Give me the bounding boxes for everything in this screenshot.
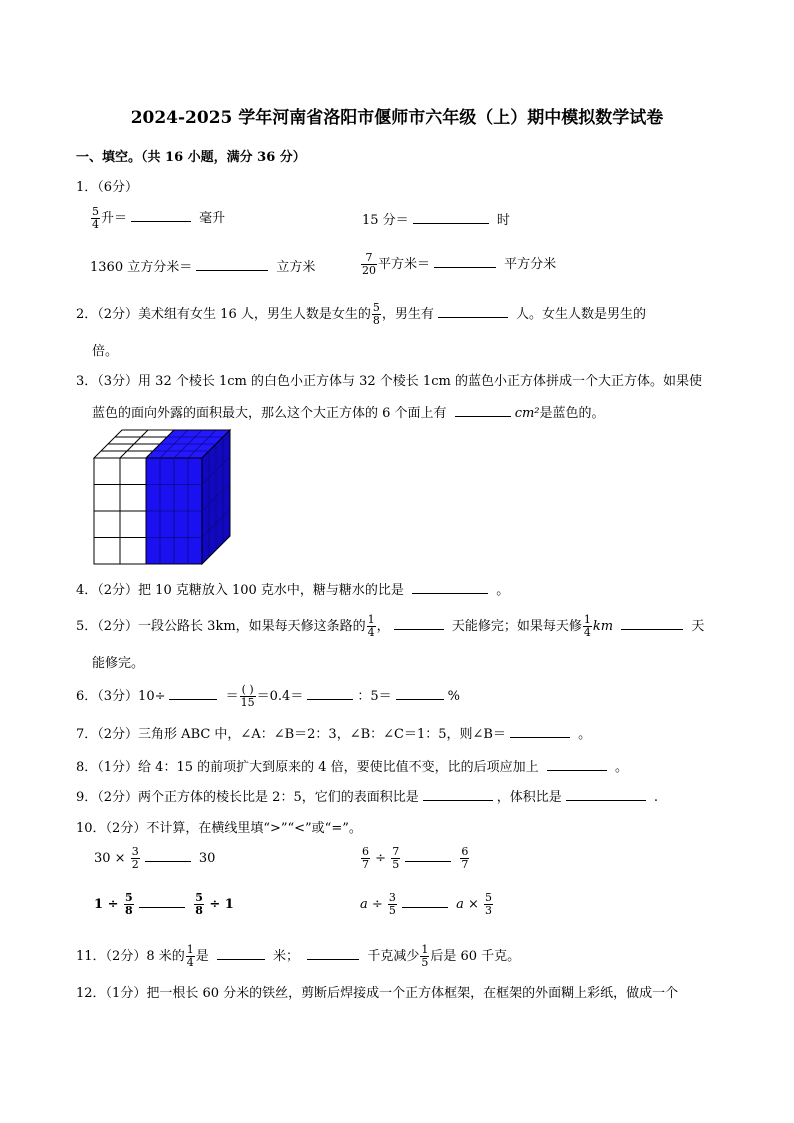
answer-blank[interactable] bbox=[131, 208, 191, 222]
answer-blank[interactable] bbox=[307, 946, 359, 960]
fraction: $\frac{6}{7}$ bbox=[362, 845, 369, 871]
answer-blank[interactable] bbox=[423, 787, 493, 801]
page-title: 2024-2025 学年河南省洛阳市偃师市六年级（上）期中模拟数学试卷 bbox=[130, 108, 664, 128]
fraction: $\frac{5}{8}$ bbox=[372, 301, 380, 327]
question-11: 11．（2分）8 米的 $\frac{1}{4}$ 是 米； 千克减少 $\frac{1}{5}$ 后是 60 千克。 bbox=[76, 943, 521, 969]
answer-blank[interactable] bbox=[139, 894, 185, 908]
fraction: $\frac{6}{7}$ bbox=[461, 845, 469, 871]
fraction: $\frac{5}{3}$ bbox=[484, 891, 492, 917]
answer-blank[interactable] bbox=[196, 257, 268, 271]
fraction: $\frac{5}{8}$ bbox=[195, 891, 203, 917]
question-7: 7．（2分）三角形 ABC 中，∠A：∠B＝2：3，∠B：∠C＝1：5，则∠B＝ 。 bbox=[76, 723, 591, 742]
answer-blank[interactable] bbox=[307, 686, 353, 700]
question-5-line-1: 5．（2分）一段公路长 3km，如果每天修这条路的 $\frac{1}{4}$ ， 天能修完；如果每天修 $\frac{1}{4}$ km 天 bbox=[76, 613, 705, 639]
answer-blank[interactable] bbox=[413, 210, 489, 224]
fraction: $\frac{7}{5}$ bbox=[392, 845, 400, 871]
question-10-item-3: 1 ÷ $\frac{5}{8}$ $\frac{5}{8}$ ÷ 1 bbox=[94, 891, 234, 917]
question-10-item-2: $\frac{6}{7}$ ÷ $\frac{7}{5}$ $\frac{6}{7}$ bbox=[362, 845, 469, 871]
answer-blank[interactable] bbox=[394, 616, 444, 630]
answer-blank[interactable] bbox=[547, 757, 607, 771]
answer-blank[interactable] bbox=[621, 616, 683, 630]
question-2-line-1: 2．（2分）美术组有女生 16 人，男生人数是女生的 $\frac{5}{8}$ ，男生有 人。女生人数是男生的 bbox=[76, 301, 647, 327]
question-1-b: 15 分＝ 时 bbox=[362, 209, 510, 228]
answer-blank[interactable] bbox=[455, 403, 511, 417]
fraction: $\frac{1}{4}$ bbox=[186, 943, 194, 969]
fraction: $\frac{5}{4}$ bbox=[92, 205, 99, 231]
question-10-head: 10．（2分）不计算，在横线里填“>”“<”或“=”。 bbox=[76, 821, 362, 836]
answer-blank[interactable] bbox=[169, 686, 217, 700]
fraction: $\frac{3}{2}$ bbox=[131, 845, 139, 871]
fraction: $\frac{3}{5}$ bbox=[388, 891, 396, 917]
question-3-line-1: 3．（3分）用 32 个棱长 1cm 的白色小正方体与 32 个棱长 1cm 的蓝色小正方体拼成一个大正方体。如果使 bbox=[76, 374, 702, 389]
question-12: 12．（1分）把一根长 60 分米的铁丝，剪断后焊接成一个正方体框架，在框架的外面糊上彩纸，做成一个 bbox=[76, 986, 679, 1001]
section-heading-fill-in: 一、填空。（共 16 小题，满分 36 分） bbox=[76, 150, 306, 165]
fraction: $\frac{1}{5}$ bbox=[421, 943, 429, 969]
answer-blank[interactable] bbox=[412, 580, 488, 594]
question-1-c: 1360 立方分米＝ 立方米 bbox=[90, 256, 315, 275]
question-6: 6．（3分）10÷ ＝ $\frac{( )}{15}$ ＝0.4＝ ：5＝ % bbox=[76, 683, 460, 709]
answer-blank[interactable] bbox=[217, 946, 265, 960]
answer-blank[interactable] bbox=[396, 686, 444, 700]
question-1-head: 1．（6分） bbox=[76, 180, 139, 195]
question-3-line-2: 蓝色的面向外露的面积最大，那么这个大正方体的 6 个面上有 cm²是蓝色的。 bbox=[92, 402, 605, 421]
question-10-item-4: a ÷ $\frac{3}{5}$ a × $\frac{5}{3}$ bbox=[360, 891, 492, 917]
question-2-line-2: 倍。 bbox=[92, 344, 119, 359]
answer-blank[interactable] bbox=[405, 848, 451, 862]
question-10-item-1: 30 × $\frac{3}{2}$ 30 bbox=[94, 845, 216, 871]
question-1-d: $\frac{7}{20}$ 平方米＝ 平方分米 bbox=[362, 251, 557, 277]
question-8: 8．（1分）给 4：15 的前项扩大到原来的 4 倍，要使比值不变，比的后项应加上 。 bbox=[76, 756, 628, 775]
answer-blank[interactable] bbox=[434, 254, 496, 268]
answer-blank[interactable] bbox=[402, 894, 448, 908]
answer-blank[interactable] bbox=[510, 724, 570, 738]
question-4: 4．（2分）把 10 克糖放入 100 克水中，糖与糖水的比是 。 bbox=[76, 579, 509, 598]
answer-blank[interactable] bbox=[438, 304, 508, 318]
fraction: $\frac{5}{8}$ bbox=[125, 891, 133, 917]
question-1-a: $\frac{5}{4}$ 升＝ 毫升 bbox=[92, 205, 226, 231]
answer-blank[interactable] bbox=[145, 848, 191, 862]
answer-blank[interactable] bbox=[566, 787, 646, 801]
fraction: $\frac{7}{20}$ bbox=[362, 251, 376, 277]
question-9: 9．（2分）两个正方体的棱长比是 2：5，它们的表面积比是 ，体积比是 . bbox=[76, 786, 658, 805]
question-5-line-2: 能修完。 bbox=[92, 656, 145, 671]
fraction: $\frac{1}{4}$ bbox=[367, 613, 375, 639]
fraction: $\frac{( )}{15}$ bbox=[240, 683, 255, 709]
blue-cubes bbox=[146, 430, 230, 564]
fraction: $\frac{1}{4}$ bbox=[583, 613, 591, 639]
cube-figure bbox=[88, 424, 236, 568]
